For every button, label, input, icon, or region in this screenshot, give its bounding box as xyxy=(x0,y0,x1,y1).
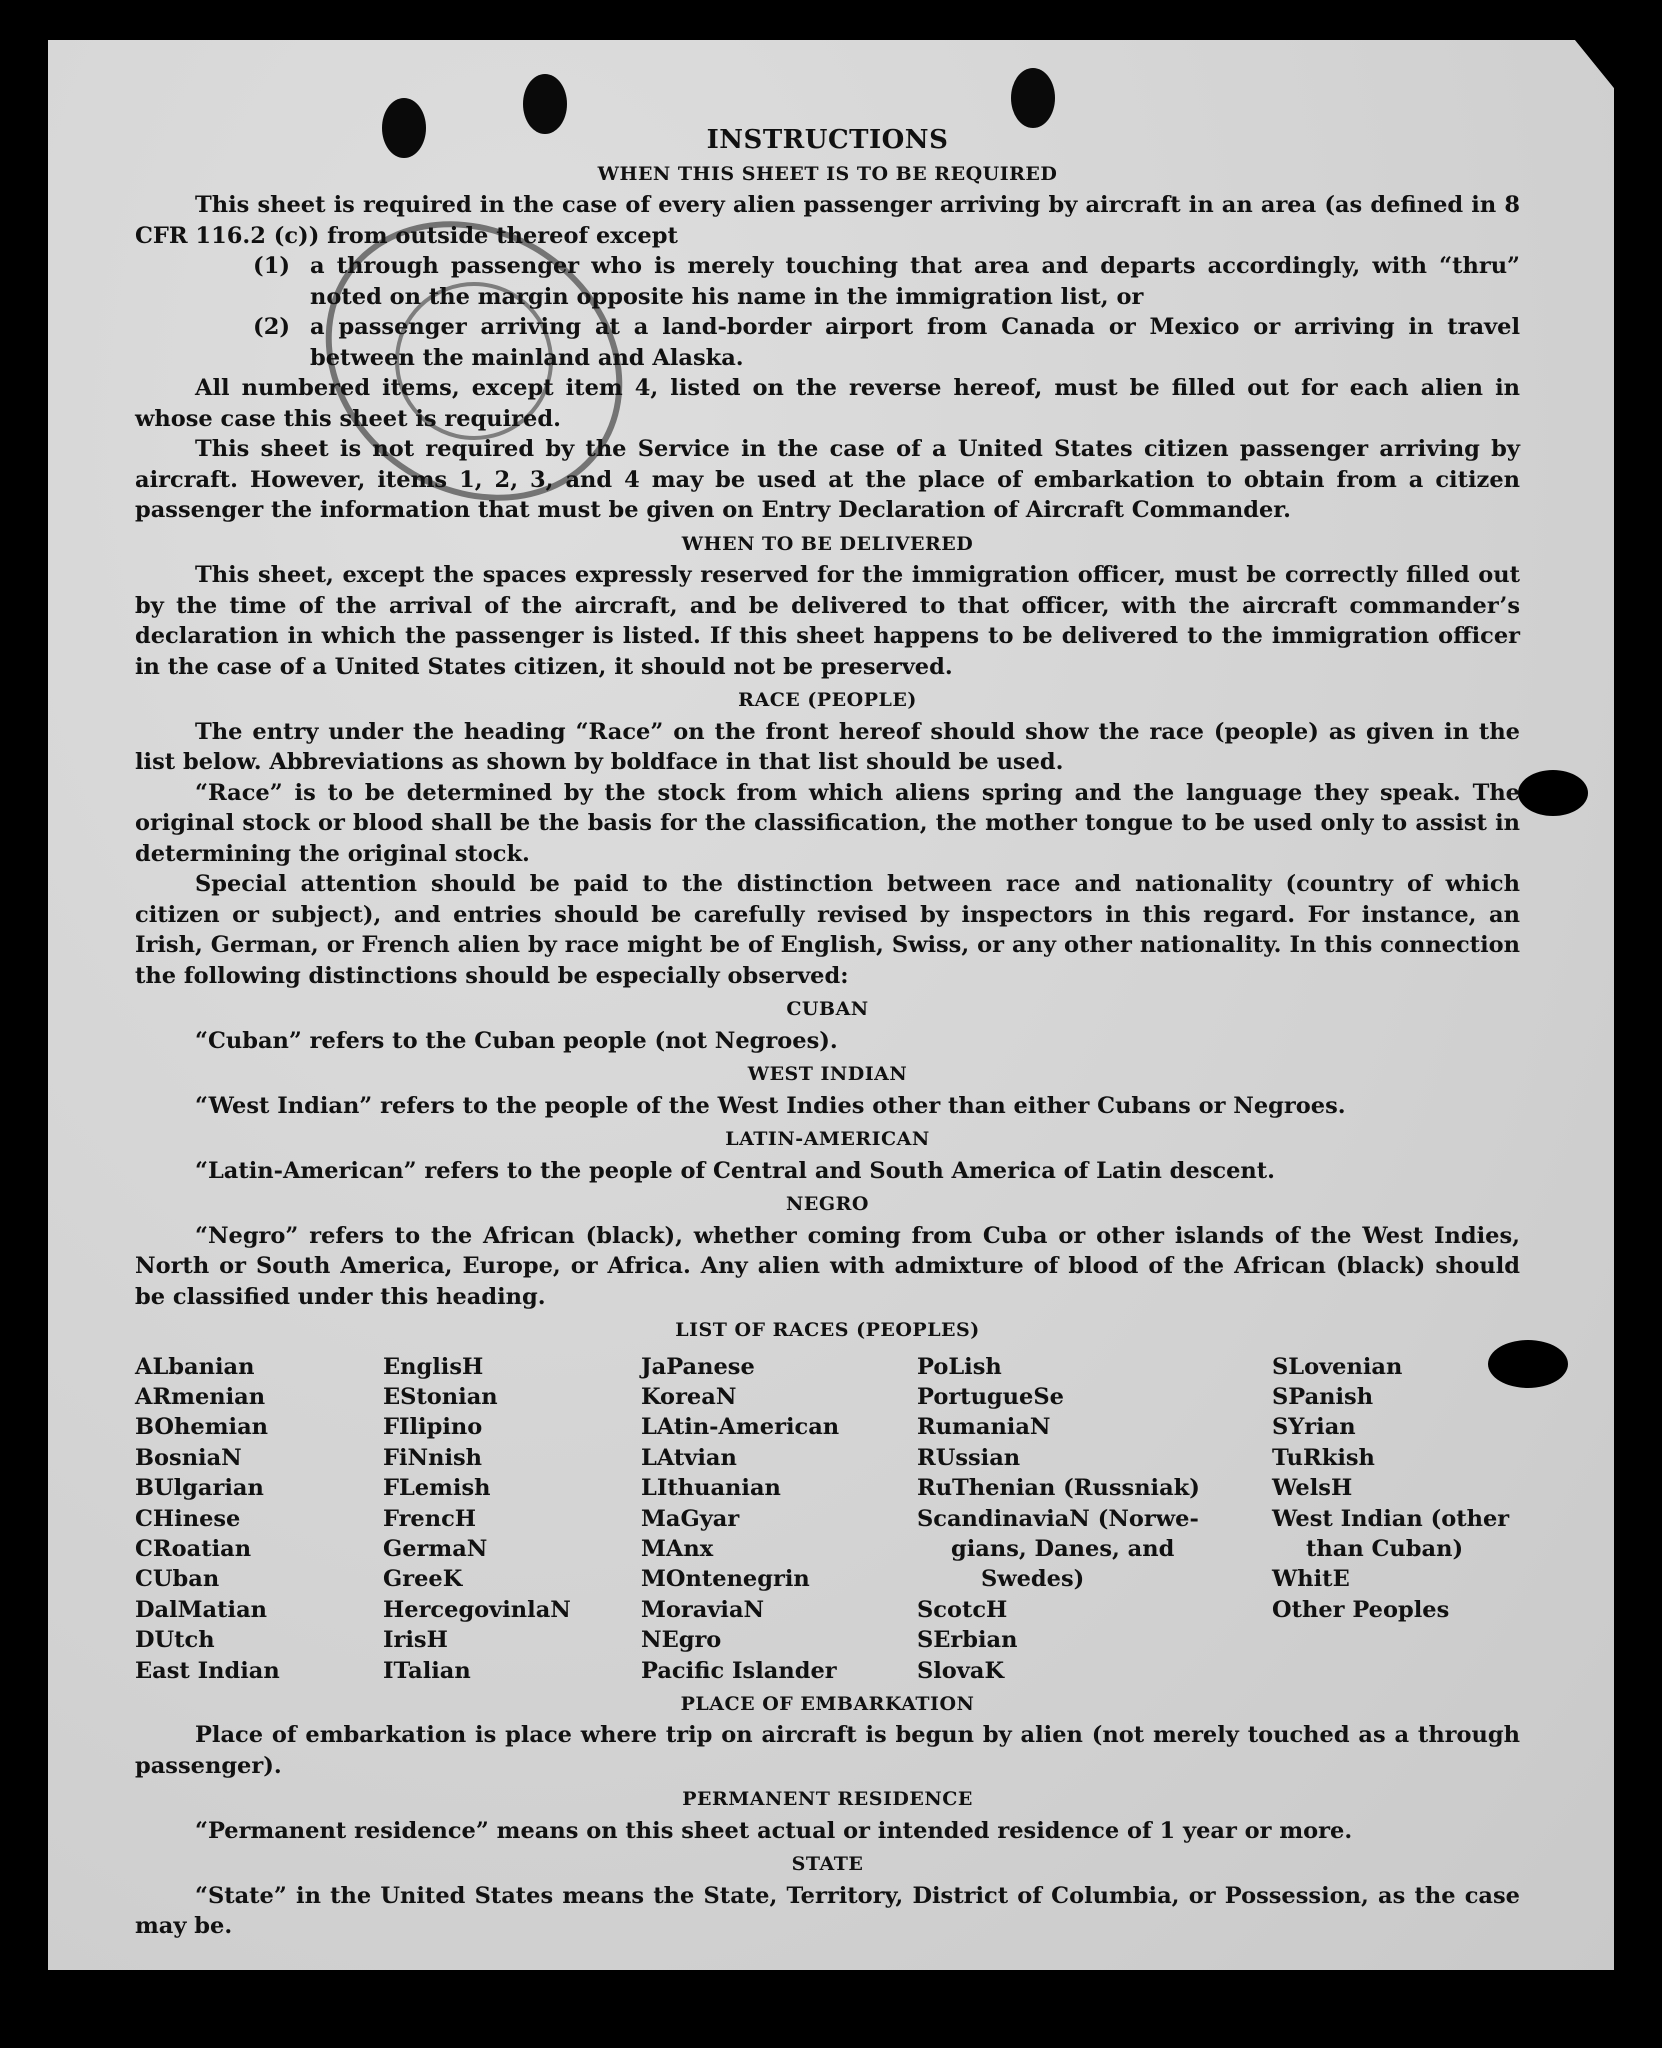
races-column-2 xyxy=(383,1352,641,1686)
section-heading-latin-american: LATIN-AMERICAN xyxy=(725,1128,930,1150)
instructions-document xyxy=(135,125,1520,1942)
race-entry: FrencH xyxy=(383,1505,477,1532)
item-text: a passenger arriving at a land-border airport from Canada or Mexico or arriving in travel between the mainland and Alaska. xyxy=(310,314,1520,371)
item-text: a through passenger who is merely touching that area and departs accordingly, with “thru” noted on the margin opposite his name in the immigration list, or xyxy=(310,253,1520,310)
west-indian-paragraph: “West Indian” refers to the people of the West Indies other than either Cubans or Negroes. xyxy=(195,1092,1346,1119)
race-entry: HercegovinlaN xyxy=(383,1596,571,1623)
race-entry: FiNnish xyxy=(383,1444,483,1471)
race-entry: GreeK xyxy=(383,1566,463,1593)
race-entry: MaGyar xyxy=(641,1505,740,1532)
section-heading-races-list: LIST OF RACES (PEOPLES) xyxy=(675,1319,980,1341)
race-entry: PortugueSe xyxy=(917,1383,1064,1410)
numbered-items-paragraph: All numbered items, except item 4, listed on the reverse hereof, must be filled out for each alien in whose case this sheet is required. xyxy=(135,375,1520,432)
race-entry: LAtin-American xyxy=(641,1414,840,1441)
race-entry: NEgro xyxy=(641,1627,722,1654)
race-entry: RumaniaN xyxy=(917,1414,1051,1441)
race-entry: ITalian xyxy=(383,1657,471,1684)
race-entry: EStonian xyxy=(383,1383,498,1410)
race-entry: LAtvian xyxy=(641,1444,737,1471)
race-paragraph-3: Special attention should be paid to the distinction between race and nationality (country of which citizen or subject), and entries should be carefully revised by inspectors in this regard. For instance, an Irish, German, or French alien by race might be of English, Swiss, or any other nationality. In this connection the following distinctions should be especially observed: xyxy=(135,871,1520,989)
race-entry: gians, Danes, and xyxy=(951,1535,1175,1562)
ink-blot-right-upper xyxy=(1518,770,1588,816)
race-entry: SErbian xyxy=(917,1627,1018,1654)
race-entry: TuRkish xyxy=(1272,1444,1375,1471)
race-entry: RUssian xyxy=(917,1444,1021,1471)
exception-item-2 xyxy=(135,312,1520,373)
race-entry: ARmenian xyxy=(135,1383,266,1410)
race-entry: BUlgarian xyxy=(135,1475,264,1502)
race-entry: EnglisH xyxy=(383,1353,484,1380)
latin-american-paragraph: “Latin-American” refers to the people of Central and South America of Latin descent. xyxy=(195,1157,1275,1184)
race-entry: than Cuban) xyxy=(1306,1535,1464,1562)
race-entry: IrisH xyxy=(383,1627,448,1654)
section-heading-embarkation: PLACE OF EMBARKATION xyxy=(680,1692,975,1715)
race-paragraph-1: The entry under the heading “Race” on the front hereof should show the race (people) as given in the list below. Abbreviations as shown by boldface in that list should be used. xyxy=(135,718,1520,775)
race-entry: Swedes) xyxy=(981,1566,1085,1593)
race-entry: MAnx xyxy=(641,1535,714,1562)
race-entry: CRoatian xyxy=(135,1535,252,1562)
race-entry: ScotcH xyxy=(917,1596,1008,1623)
race-entry: SlovaK xyxy=(917,1657,1005,1684)
race-entry: DUtch xyxy=(135,1627,215,1654)
race-entry: MoraviaN xyxy=(641,1596,765,1623)
citizen-paragraph: This sheet is not required by the Service in the case of a United States citizen passenger arriving by aircraft. However, items 1, 2, 3, and 4 may be used at the place of embarkation to obtain from a citizen passenger the information that must be given on Entry Declaration of Aircraft Commander. xyxy=(135,436,1520,523)
section-heading-delivered: WHEN TO BE DELIVERED xyxy=(681,532,974,555)
section-heading-west-indian: WEST INDIAN xyxy=(747,1063,908,1085)
race-entry: FIlipino xyxy=(383,1414,483,1441)
item-number: (2) xyxy=(253,314,290,340)
exception-item-1 xyxy=(135,251,1520,312)
race-paragraph-2: “Race” is to be determined by the stock from which aliens spring and the language they speak. The original stock or blood shall be the basis for the classification, the mother tongue to be used only to assist in determining the original stock. xyxy=(135,779,1520,867)
race-entry: FLemish xyxy=(383,1475,491,1502)
races-column-5 xyxy=(1272,1352,1522,1686)
race-entry: RuThenian (Russniak) xyxy=(917,1475,1200,1502)
delivered-paragraph: This sheet, except the spaces expressly reserved for the immigration officer, must be correctly filled out by the time of the arrival of the aircraft, and be delivered to that officer, with the aircraft commander’s declaration in which the passenger is listed. If this sheet happens to be delivered to the immigration officer in the case of a United States citizen, it should not be preserved. xyxy=(135,562,1520,680)
race-entry: PoLish xyxy=(917,1353,1002,1380)
punch-hole-right xyxy=(1011,68,1055,128)
state-paragraph: “State” in the United States means the State, Territory, District of Columbia, or Possession, as the case may be. xyxy=(135,1882,1520,1940)
races-table xyxy=(135,1352,1520,1686)
race-entry: ALbanian xyxy=(135,1353,255,1380)
page-title: INSTRUCTIONS xyxy=(706,125,949,155)
race-entry: CUban xyxy=(135,1566,220,1593)
race-entry: LIthuanian xyxy=(641,1475,781,1502)
section-heading-state: STATE xyxy=(791,1853,864,1876)
cuban-paragraph: “Cuban” refers to the Cuban people (not Negroes). xyxy=(195,1027,838,1054)
races-column-4 xyxy=(917,1352,1272,1686)
section-heading-race: RACE (PEOPLE) xyxy=(738,689,917,711)
race-entry: JaPanese xyxy=(641,1353,755,1380)
race-entry: BosniaN xyxy=(135,1444,242,1471)
race-entry: BOhemian xyxy=(135,1414,269,1441)
race-entry: MOntenegrin xyxy=(641,1566,810,1593)
section-heading-negro: NEGRO xyxy=(786,1193,869,1215)
embarkation-paragraph: Place of embarkation is place where trip on aircraft is begun by alien (not merely touched as a through passenger). xyxy=(135,1722,1520,1779)
item-number: (1) xyxy=(253,253,290,279)
race-entry: SLovenian xyxy=(1272,1353,1403,1380)
race-entry: ScandinaviaN (Norwe- xyxy=(917,1505,1199,1532)
race-entry: SYrian xyxy=(1272,1414,1356,1441)
race-entry: DalMatian xyxy=(135,1596,268,1623)
race-entry: Pacific Islander xyxy=(641,1657,837,1684)
races-column-3 xyxy=(641,1352,917,1686)
section-heading-cuban: CUBAN xyxy=(786,998,869,1020)
race-entry: West Indian (other xyxy=(1272,1505,1510,1532)
section-heading-residence: PERMANENT RESIDENCE xyxy=(682,1788,973,1811)
residence-paragraph: “Permanent residence” means on this sheet actual or intended residence of 1 year or more. xyxy=(195,1817,1353,1844)
race-entry: CHinese xyxy=(135,1505,241,1532)
intro-paragraph: This sheet is required in the case of every alien passenger arriving by aircraft in an area (as defined in 8 CFR 116.2 (c)) from outside thereof except xyxy=(135,192,1520,249)
race-entry: GermaN xyxy=(383,1535,488,1562)
race-entry: KoreaN xyxy=(641,1383,737,1410)
race-entry: East Indian xyxy=(135,1657,280,1684)
race-entry: Other Peoples xyxy=(1272,1596,1450,1623)
negro-paragraph: “Negro” refers to the African (black), whether coming from Cuba or other islands of the West Indies, North or South America, Europe, or Africa. Any alien with admixture of blood of the African (black) should be classified under this heading. xyxy=(135,1222,1520,1310)
section-heading-required: WHEN THIS SHEET IS TO BE REQUIRED xyxy=(597,162,1058,185)
race-entry: WelsH xyxy=(1272,1475,1353,1502)
race-entry: WhitE xyxy=(1272,1566,1350,1593)
race-entry: SPanish xyxy=(1272,1383,1374,1410)
races-column-1 xyxy=(135,1352,383,1686)
